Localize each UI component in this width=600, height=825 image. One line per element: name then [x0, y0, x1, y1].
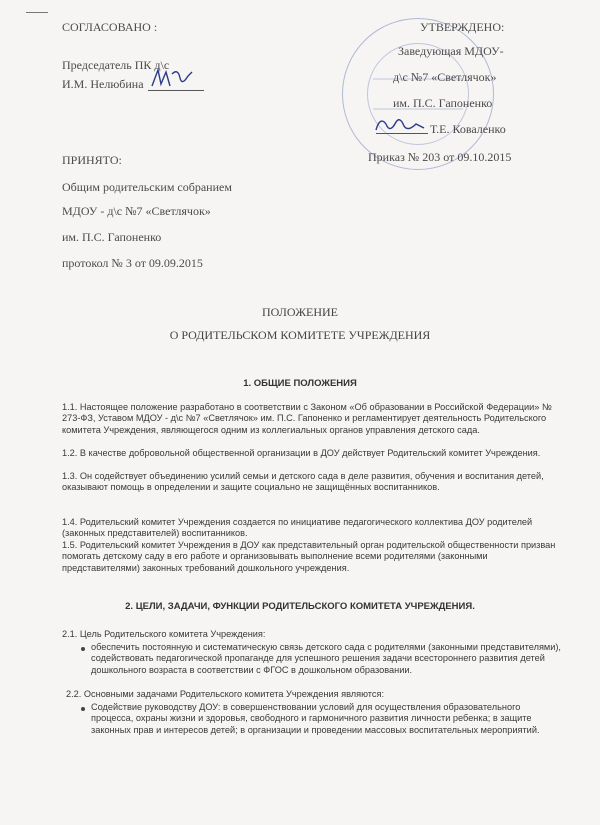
paragraph-1-2: 1.2. В качестве добровольной общественной организации в ДОУ действует Родительский комитет Учреждения.	[62, 448, 541, 458]
org-name-right: им. П.С. Гапоненко	[393, 96, 493, 110]
bullet-icon	[81, 647, 85, 651]
accepted-label: ПРИНЯТО:	[62, 153, 122, 167]
org-text-right: д\с №7 «Светлячок»	[393, 70, 497, 84]
doc-subtitle: О РОДИТЕЛЬСКОМ КОМИТЕТЕ УЧРЕЖДЕНИЯ	[169, 328, 431, 342]
official-seal	[342, 18, 497, 170]
paragraph-1-5: 1.5. Родительский комитет Учреждения в ДОУ как представительный орган родительской общественности призван помогать детскому саду в его работе и организовывать выполнение всеми родителями (законными представителями) законных требований дошкольного учреждения.	[62, 540, 556, 573]
scan-mark	[26, 12, 48, 13]
bullet-tasks: Содействие руководству ДОУ: в совершенствовании условий для осуществления образовательного процесса, охраны жизни и здоровья, свободного и гармоничного развития личности ребенка; в защите законных прав и интересов детей; в организации и проведении массовых воспитательных мероприятий.	[91, 702, 540, 735]
protocol-text: протокол № 3 от 09.09.2015	[62, 256, 203, 270]
paragraph-1-3: 1.3. Он содействует объединению усилий семьи и детского сада в деле развития, обучения и воспитания детей, оказывают помощь в определении и защите социально не защищённых воспитанников.	[62, 471, 544, 493]
section2-heading: 2. ЦЕЛИ, ЗАДАЧИ, ФУНКЦИИ РОДИТЕЛЬСКОГО КОМИТЕТА УЧРЕЖДЕНИЯ.	[125, 601, 475, 612]
head-label: Заведующая МДОУ-	[398, 44, 504, 58]
chair-name: И.М. Нелюбина	[62, 77, 144, 91]
paragraph-2-2: 2.2. Основными задачами Родительского комитета Учреждения являются:	[66, 689, 385, 699]
head-name: Т.Е. Коваленко	[430, 122, 506, 136]
approved-label: СОГЛАСОВАНО :	[62, 20, 158, 34]
doc-title: ПОЛОЖЕНИЕ	[262, 305, 338, 319]
approved-right-label: УТВЕРЖДЕНО:	[420, 20, 505, 34]
paragraph-1-4: 1.4. Родительский комитет Учреждения создается по инициативе педагогического коллектива ДОУ родителей (законных представителей) воспитанников.	[62, 517, 533, 539]
bullet-icon	[81, 707, 85, 711]
order-text: Приказ № 203 от 09.10.2015	[368, 150, 512, 164]
signature-right	[372, 112, 428, 138]
bullet-goal: обеспечить постоянную и систематическую связь детского сада с родителями (законными представителями), содействовать педагогической пропаганде для успешного решения задачи всестороннего развития детей дошкольного возраста в соответствии с ФГОС в дошкольном образовании.	[91, 642, 561, 675]
org-name-left: им. П.С. Гапоненко	[62, 230, 162, 244]
section1-heading: 1. ОБЩИЕ ПОЛОЖЕНИЯ	[243, 378, 357, 389]
paragraph-1-1: 1.1. Настоящее положение разработано в соответствии с Законом «Об образовании в Российской Федерации» № 273-ФЗ, Уставом МДОУ - д\с №7 «Светлячок» им. П.С. Гапоненко и регламентирует деятельность Родительского комитета Учреждения, являющегося одним из коллегиальных органов управления детского сада.	[62, 402, 552, 435]
assembly-text: Общим родительским собранием	[62, 180, 232, 194]
signature-left	[148, 66, 194, 92]
paragraph-2-1: 2.1. Цель Родительского комитета Учреждения:	[62, 629, 266, 639]
org-text-left: МДОУ - д\с №7 «Светлячок»	[62, 204, 211, 218]
chair-label: Председатель ПК д\с	[62, 58, 170, 72]
